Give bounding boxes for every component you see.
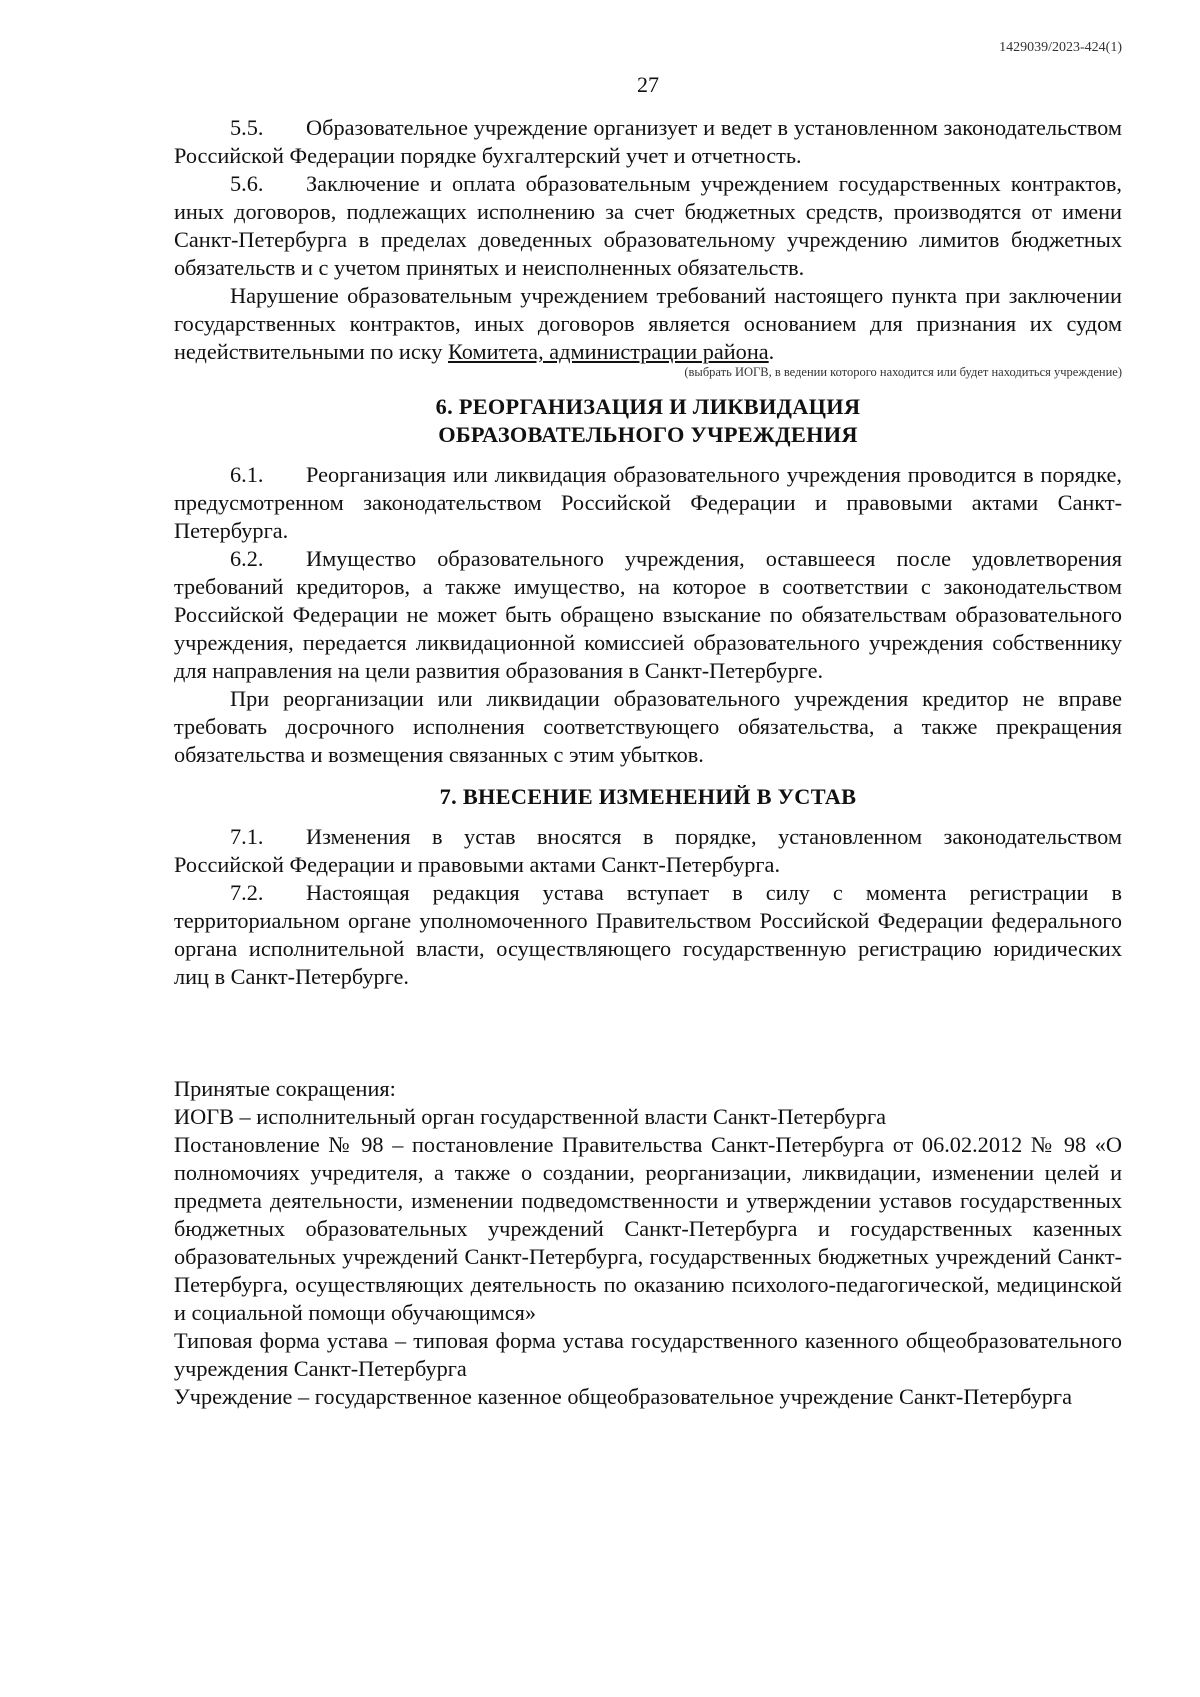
clause-text: Настоящая редакция устава вступает в силу с момента регистрации в территориальном органе уполномоченного Правительством Российской Федерации федерального органа исполнительной власти, осуществляющего государственную регистрацию юридических лиц в Санкт-Петербурге. [174, 880, 1122, 989]
paragraph-7-1 [174, 823, 1122, 879]
clause-text: Заключение и оплата образовательным учреждением государственных контрактов, иных договоров, подлежащих исполнению за счет бюджетных средств, производятся от имени Санкт-Петербурга в пределах доведенных образовательному учреждению лимитов бюджетных обязательств и с учетом принятых и неисполненных обязательств. [174, 171, 1122, 280]
paragraph-5-6-violation [174, 282, 1122, 366]
paragraph-6-2 [174, 545, 1122, 685]
section-7-title: 7. ВНЕСЕНИЕ ИЗМЕНЕНИЙ В УСТАВ [439, 784, 857, 809]
paragraph-6-2-creditor [174, 685, 1122, 769]
clause-text: Реорганизация или ликвидация образовательного учреждения проводится в порядке, предусмотренном законодательством Российской Федерации и правовыми актами Санкт-Петербурга. [174, 462, 1122, 543]
abbreviations-heading: Принятые сокращения: [174, 1076, 396, 1101]
document-id: 1429039/2023-424(1) [999, 40, 1122, 55]
clause-text: При реорганизации или ликвидации образовательного учреждения кредитор не вправе требовать досрочного исполнения соответствующего обязательства, а также прекращения обязательства и возмещения связанных с этим убытков. [174, 686, 1122, 767]
clause-text: Образовательное учреждение организует и ведет в установленном законодательством Российской Федерации порядке бухгалтерский учет и отчетность. [174, 115, 1122, 168]
paragraph-7-2 [174, 879, 1122, 991]
abbreviations-block [174, 1075, 1122, 1411]
clause-number: 6.1. [230, 462, 264, 487]
clause-text: Нарушение образовательным учреждением требований настоящего пункта при заключении государственных контрактов, иных договоров является основанием для признания их судом недействительными по иску [174, 283, 1122, 364]
paragraph-6-1 [174, 461, 1122, 545]
paragraph-5-5 [174, 114, 1122, 170]
abbreviation-model-form: Типовая форма устава – типовая форма устава государственного казенного общеобразовательного учреждения Санкт-Петербурга [174, 1328, 1122, 1381]
clause-text: Изменения в устав вносятся в порядке, установленном законодательством Российской Федерации и правовыми актами Санкт-Петербурга. [174, 824, 1122, 877]
clause-number: 6.2. [230, 546, 264, 571]
page-number: 27 [637, 72, 659, 97]
section-6-title-line2: ОБРАЗОВАТЕЛЬНОГО УЧРЕЖДЕНИЯ [438, 422, 858, 447]
abbreviation-iogv: ИОГВ – исполнительный орган государственной власти Санкт-Петербурга [174, 1104, 886, 1129]
clause-number: 5.5. [230, 115, 264, 140]
underlined-authority: Комитета, администрации района [448, 339, 769, 364]
section-6-title-line1: 6. РЕОРГАНИЗАЦИЯ И ЛИКВИДАЦИЯ [435, 394, 861, 419]
clause-number: 7.1. [230, 824, 264, 849]
footnote-choose-authority: (выбрать ИОГВ, в ведении которого находится или будет находиться учреждение) [684, 365, 1122, 379]
clause-number: 5.6. [230, 171, 264, 196]
clause-text: Имущество образовательного учреждения, оставшееся после удовлетворения требований кредиторов, а также имущество, на которое в соответствии с законодательством Российской Федерации не может быть обращено взыскание по обязательствам образовательного учреждения, передается ликвидационной комиссией образовательного учреждения собственнику для направления на цели развития образования в Санкт-Петербурге. [174, 546, 1122, 683]
paragraph-5-6 [174, 170, 1122, 282]
clause-number: 7.2. [230, 880, 264, 905]
clause-end: . [768, 339, 775, 364]
abbreviation-resolution-98: Постановление № 98 – постановление Правительства Санкт-Петербурга от 06.02.2012 № 98 «О полномочиях учредителя, а также о создании, реорганизации, ликвидации, изменении целей и предмета деятельности, изменении подведомственности и утверждении уставов государственных бюджетных образовательных учреждений Санкт-Петербурга и государственных казенных образовательных учреждений Санкт-Петербурга, государственных бюджетных учреждений Санкт-Петербурга, осуществляющих деятельность по оказанию психолого-педагогической, медицинской и социальной помощи обучающимся» [174, 1132, 1122, 1325]
abbreviation-institution: Учреждение – государственное казенное общеобразовательное учреждение Санкт-Петербурга [174, 1384, 1072, 1409]
document-body [174, 114, 1122, 1411]
